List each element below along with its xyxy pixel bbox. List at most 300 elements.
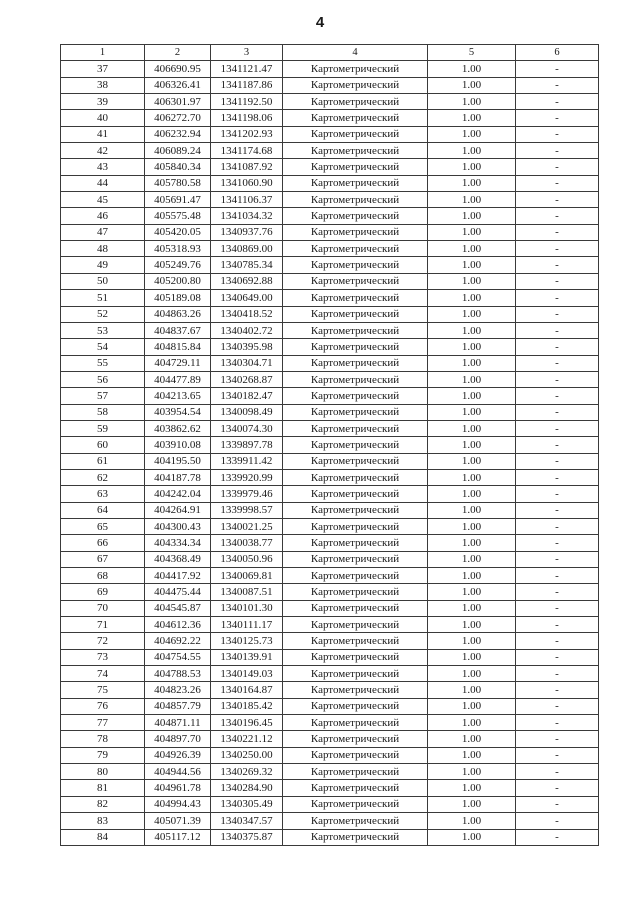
method-cell: Картометрический xyxy=(283,617,428,633)
point-number-cell: 81 xyxy=(61,780,145,796)
method-cell: Картометрический xyxy=(283,355,428,371)
method-cell: Картометрический xyxy=(283,257,428,273)
accuracy-cell: 1.00 xyxy=(428,502,516,518)
table-row xyxy=(61,420,599,436)
y-coordinate-cell: 1340937.76 xyxy=(211,224,283,240)
accuracy-cell: 1.00 xyxy=(428,437,516,453)
table-row xyxy=(61,110,599,126)
accuracy-cell: 1.00 xyxy=(428,61,516,77)
accuracy-cell: 1.00 xyxy=(428,126,516,142)
column-header-4: 4 xyxy=(283,45,428,61)
method-cell: Картометрический xyxy=(283,518,428,534)
table-row xyxy=(61,224,599,240)
y-coordinate-cell: 1341198.06 xyxy=(211,110,283,126)
method-cell: Картометрический xyxy=(283,469,428,485)
table-row xyxy=(61,469,599,485)
page-number: 4 xyxy=(315,14,325,31)
note-cell: - xyxy=(516,61,599,77)
x-coordinate-cell: 404242.04 xyxy=(145,486,211,502)
x-coordinate-cell: 404692.22 xyxy=(145,633,211,649)
note-cell: - xyxy=(516,829,599,845)
method-cell: Картометрический xyxy=(283,159,428,175)
column-header-5: 5 xyxy=(428,45,516,61)
accuracy-cell: 1.00 xyxy=(428,404,516,420)
table-row xyxy=(61,666,599,682)
table-row xyxy=(61,355,599,371)
method-cell: Картометрический xyxy=(283,175,428,191)
y-coordinate-cell: 1340304.71 xyxy=(211,355,283,371)
table-row xyxy=(61,682,599,698)
table-row xyxy=(61,518,599,534)
method-cell: Картометрический xyxy=(283,224,428,240)
note-cell: - xyxy=(516,192,599,208)
x-coordinate-cell: 405840.34 xyxy=(145,159,211,175)
method-cell: Картометрический xyxy=(283,143,428,159)
y-coordinate-cell: 1340418.52 xyxy=(211,306,283,322)
method-cell: Картометрический xyxy=(283,77,428,93)
point-number-cell: 48 xyxy=(61,241,145,257)
table-row xyxy=(61,94,599,110)
table-row xyxy=(61,486,599,502)
table-row xyxy=(61,813,599,829)
point-number-cell: 51 xyxy=(61,290,145,306)
point-number-cell: 41 xyxy=(61,126,145,142)
point-number-cell: 57 xyxy=(61,388,145,404)
point-number-cell: 39 xyxy=(61,94,145,110)
x-coordinate-cell: 406326.41 xyxy=(145,77,211,93)
accuracy-cell: 1.00 xyxy=(428,469,516,485)
method-cell: Картометрический xyxy=(283,420,428,436)
y-coordinate-cell: 1340284.90 xyxy=(211,780,283,796)
note-cell: - xyxy=(516,584,599,600)
table-row xyxy=(61,568,599,584)
x-coordinate-cell: 405189.08 xyxy=(145,290,211,306)
table-row xyxy=(61,715,599,731)
y-coordinate-cell: 1340785.34 xyxy=(211,257,283,273)
method-cell: Картометрический xyxy=(283,568,428,584)
note-cell: - xyxy=(516,355,599,371)
table-row xyxy=(61,584,599,600)
table-row xyxy=(61,273,599,289)
method-cell: Картометрический xyxy=(283,371,428,387)
accuracy-cell: 1.00 xyxy=(428,208,516,224)
note-cell: - xyxy=(516,159,599,175)
x-coordinate-cell: 404264.91 xyxy=(145,502,211,518)
accuracy-cell: 1.00 xyxy=(428,355,516,371)
y-coordinate-cell: 1341106.37 xyxy=(211,192,283,208)
x-coordinate-cell: 404788.53 xyxy=(145,666,211,682)
point-number-cell: 58 xyxy=(61,404,145,420)
table-row xyxy=(61,126,599,142)
accuracy-cell: 1.00 xyxy=(428,731,516,747)
x-coordinate-cell: 404863.26 xyxy=(145,306,211,322)
table-row xyxy=(61,404,599,420)
point-number-cell: 82 xyxy=(61,796,145,812)
y-coordinate-cell: 1340375.87 xyxy=(211,829,283,845)
point-number-cell: 78 xyxy=(61,731,145,747)
table-row xyxy=(61,290,599,306)
y-coordinate-cell: 1341087.92 xyxy=(211,159,283,175)
table-row xyxy=(61,159,599,175)
note-cell: - xyxy=(516,535,599,551)
table-row xyxy=(61,764,599,780)
point-number-cell: 65 xyxy=(61,518,145,534)
method-cell: Картометрический xyxy=(283,110,428,126)
y-coordinate-cell: 1340139.91 xyxy=(211,649,283,665)
point-number-cell: 74 xyxy=(61,666,145,682)
x-coordinate-cell: 404368.49 xyxy=(145,551,211,567)
note-cell: - xyxy=(516,175,599,191)
accuracy-cell: 1.00 xyxy=(428,617,516,633)
point-number-cell: 67 xyxy=(61,551,145,567)
note-cell: - xyxy=(516,617,599,633)
point-number-cell: 61 xyxy=(61,453,145,469)
accuracy-cell: 1.00 xyxy=(428,633,516,649)
accuracy-cell: 1.00 xyxy=(428,764,516,780)
method-cell: Картометрический xyxy=(283,94,428,110)
accuracy-cell: 1.00 xyxy=(428,241,516,257)
method-cell: Картометрический xyxy=(283,666,428,682)
method-cell: Картометрический xyxy=(283,339,428,355)
note-cell: - xyxy=(516,698,599,714)
note-cell: - xyxy=(516,208,599,224)
method-cell: Картометрический xyxy=(283,731,428,747)
note-cell: - xyxy=(516,666,599,682)
point-number-cell: 80 xyxy=(61,764,145,780)
y-coordinate-cell: 1341060.90 xyxy=(211,175,283,191)
accuracy-cell: 1.00 xyxy=(428,829,516,845)
x-coordinate-cell: 404213.65 xyxy=(145,388,211,404)
point-number-cell: 46 xyxy=(61,208,145,224)
table-row xyxy=(61,61,599,77)
point-number-cell: 47 xyxy=(61,224,145,240)
y-coordinate-cell: 1340196.45 xyxy=(211,715,283,731)
point-number-cell: 40 xyxy=(61,110,145,126)
accuracy-cell: 1.00 xyxy=(428,339,516,355)
x-coordinate-cell: 405780.58 xyxy=(145,175,211,191)
note-cell: - xyxy=(516,94,599,110)
x-coordinate-cell: 404944.56 xyxy=(145,764,211,780)
table-row xyxy=(61,437,599,453)
method-cell: Картометрический xyxy=(283,126,428,142)
accuracy-cell: 1.00 xyxy=(428,747,516,763)
y-coordinate-cell: 1340185.42 xyxy=(211,698,283,714)
note-cell: - xyxy=(516,747,599,763)
note-cell: - xyxy=(516,126,599,142)
accuracy-cell: 1.00 xyxy=(428,780,516,796)
x-coordinate-cell: 404961.78 xyxy=(145,780,211,796)
table-row xyxy=(61,600,599,616)
x-coordinate-cell: 404187.78 xyxy=(145,469,211,485)
point-number-cell: 83 xyxy=(61,813,145,829)
point-number-cell: 38 xyxy=(61,77,145,93)
point-number-cell: 73 xyxy=(61,649,145,665)
accuracy-cell: 1.00 xyxy=(428,290,516,306)
note-cell: - xyxy=(516,290,599,306)
method-cell: Картометрический xyxy=(283,633,428,649)
method-cell: Картометрический xyxy=(283,715,428,731)
x-coordinate-cell: 404837.67 xyxy=(145,322,211,338)
accuracy-cell: 1.00 xyxy=(428,698,516,714)
point-number-cell: 66 xyxy=(61,535,145,551)
x-coordinate-cell: 403862.62 xyxy=(145,420,211,436)
table-row xyxy=(61,502,599,518)
x-coordinate-cell: 405249.76 xyxy=(145,257,211,273)
table-row xyxy=(61,796,599,812)
accuracy-cell: 1.00 xyxy=(428,420,516,436)
note-cell: - xyxy=(516,110,599,126)
method-cell: Картометрический xyxy=(283,600,428,616)
note-cell: - xyxy=(516,339,599,355)
accuracy-cell: 1.00 xyxy=(428,306,516,322)
point-number-cell: 50 xyxy=(61,273,145,289)
accuracy-cell: 1.00 xyxy=(428,159,516,175)
table-row xyxy=(61,208,599,224)
point-number-cell: 76 xyxy=(61,698,145,714)
point-number-cell: 64 xyxy=(61,502,145,518)
method-cell: Картометрический xyxy=(283,208,428,224)
accuracy-cell: 1.00 xyxy=(428,715,516,731)
method-cell: Картометрический xyxy=(283,649,428,665)
accuracy-cell: 1.00 xyxy=(428,371,516,387)
x-coordinate-cell: 404195.50 xyxy=(145,453,211,469)
x-coordinate-cell: 406272.70 xyxy=(145,110,211,126)
method-cell: Картометрический xyxy=(283,747,428,763)
x-coordinate-cell: 405691.47 xyxy=(145,192,211,208)
note-cell: - xyxy=(516,780,599,796)
x-coordinate-cell: 404857.79 xyxy=(145,698,211,714)
accuracy-cell: 1.00 xyxy=(428,175,516,191)
note-cell: - xyxy=(516,600,599,616)
y-coordinate-cell: 1340164.87 xyxy=(211,682,283,698)
note-cell: - xyxy=(516,404,599,420)
point-number-cell: 79 xyxy=(61,747,145,763)
point-number-cell: 62 xyxy=(61,469,145,485)
accuracy-cell: 1.00 xyxy=(428,518,516,534)
note-cell: - xyxy=(516,633,599,649)
x-coordinate-cell: 405575.48 xyxy=(145,208,211,224)
y-coordinate-cell: 1340869.00 xyxy=(211,241,283,257)
y-coordinate-cell: 1339979.46 xyxy=(211,486,283,502)
table-row xyxy=(61,339,599,355)
x-coordinate-cell: 404897.70 xyxy=(145,731,211,747)
point-number-cell: 72 xyxy=(61,633,145,649)
note-cell: - xyxy=(516,388,599,404)
note-cell: - xyxy=(516,257,599,273)
table-row xyxy=(61,731,599,747)
point-number-cell: 56 xyxy=(61,371,145,387)
method-cell: Картометрический xyxy=(283,437,428,453)
table-body xyxy=(61,61,599,846)
column-header-3: 3 xyxy=(211,45,283,61)
accuracy-cell: 1.00 xyxy=(428,535,516,551)
note-cell: - xyxy=(516,813,599,829)
y-coordinate-cell: 1340087.51 xyxy=(211,584,283,600)
point-number-cell: 63 xyxy=(61,486,145,502)
y-coordinate-cell: 1340038.77 xyxy=(211,535,283,551)
note-cell: - xyxy=(516,437,599,453)
x-coordinate-cell: 404545.87 xyxy=(145,600,211,616)
y-coordinate-cell: 1341121.47 xyxy=(211,61,283,77)
point-number-cell: 53 xyxy=(61,322,145,338)
point-number-cell: 37 xyxy=(61,61,145,77)
note-cell: - xyxy=(516,518,599,534)
table-row xyxy=(61,143,599,159)
table-row xyxy=(61,551,599,567)
x-coordinate-cell: 406232.94 xyxy=(145,126,211,142)
x-coordinate-cell: 405071.39 xyxy=(145,813,211,829)
column-header-6: 6 xyxy=(516,45,599,61)
y-coordinate-cell: 1340182.47 xyxy=(211,388,283,404)
note-cell: - xyxy=(516,241,599,257)
accuracy-cell: 1.00 xyxy=(428,486,516,502)
y-coordinate-cell: 1340692.88 xyxy=(211,273,283,289)
x-coordinate-cell: 405420.05 xyxy=(145,224,211,240)
y-coordinate-cell: 1340069.81 xyxy=(211,568,283,584)
note-cell: - xyxy=(516,224,599,240)
method-cell: Картометрический xyxy=(283,241,428,257)
header-row xyxy=(61,45,599,61)
x-coordinate-cell: 404994.43 xyxy=(145,796,211,812)
x-coordinate-cell: 405318.93 xyxy=(145,241,211,257)
table-row xyxy=(61,649,599,665)
table-row xyxy=(61,535,599,551)
y-coordinate-cell: 1341174.68 xyxy=(211,143,283,159)
point-number-cell: 45 xyxy=(61,192,145,208)
table-row xyxy=(61,371,599,387)
accuracy-cell: 1.00 xyxy=(428,666,516,682)
point-number-cell: 68 xyxy=(61,568,145,584)
table-row xyxy=(61,633,599,649)
method-cell: Картометрический xyxy=(283,502,428,518)
method-cell: Картометрический xyxy=(283,273,428,289)
method-cell: Картометрический xyxy=(283,780,428,796)
accuracy-cell: 1.00 xyxy=(428,110,516,126)
method-cell: Картометрический xyxy=(283,306,428,322)
y-coordinate-cell: 1340149.03 xyxy=(211,666,283,682)
x-coordinate-cell: 404477.89 xyxy=(145,371,211,387)
table-row xyxy=(61,77,599,93)
method-cell: Картометрический xyxy=(283,322,428,338)
y-coordinate-cell: 1341187.86 xyxy=(211,77,283,93)
note-cell: - xyxy=(516,273,599,289)
y-coordinate-cell: 1340098.49 xyxy=(211,404,283,420)
y-coordinate-cell: 1339911.42 xyxy=(211,453,283,469)
method-cell: Картометрический xyxy=(283,61,428,77)
point-number-cell: 70 xyxy=(61,600,145,616)
point-number-cell: 71 xyxy=(61,617,145,633)
table-row xyxy=(61,747,599,763)
y-coordinate-cell: 1339998.57 xyxy=(211,502,283,518)
y-coordinate-cell: 1340101.30 xyxy=(211,600,283,616)
table-row xyxy=(61,453,599,469)
y-coordinate-cell: 1341202.93 xyxy=(211,126,283,142)
table-row xyxy=(61,192,599,208)
table-row xyxy=(61,617,599,633)
column-header-2: 2 xyxy=(145,45,211,61)
accuracy-cell: 1.00 xyxy=(428,322,516,338)
note-cell: - xyxy=(516,469,599,485)
y-coordinate-cell: 1340250.00 xyxy=(211,747,283,763)
x-coordinate-cell: 405200.80 xyxy=(145,273,211,289)
point-number-cell: 59 xyxy=(61,420,145,436)
x-coordinate-cell: 404871.11 xyxy=(145,715,211,731)
method-cell: Картометрический xyxy=(283,796,428,812)
point-number-cell: 44 xyxy=(61,175,145,191)
column-header-1: 1 xyxy=(61,45,145,61)
note-cell: - xyxy=(516,649,599,665)
x-coordinate-cell: 404417.92 xyxy=(145,568,211,584)
y-coordinate-cell: 1339897.78 xyxy=(211,437,283,453)
accuracy-cell: 1.00 xyxy=(428,813,516,829)
x-coordinate-cell: 404334.34 xyxy=(145,535,211,551)
note-cell: - xyxy=(516,322,599,338)
x-coordinate-cell: 406690.95 xyxy=(145,61,211,77)
note-cell: - xyxy=(516,682,599,698)
method-cell: Картометрический xyxy=(283,682,428,698)
accuracy-cell: 1.00 xyxy=(428,649,516,665)
x-coordinate-cell: 404475.44 xyxy=(145,584,211,600)
note-cell: - xyxy=(516,502,599,518)
point-number-cell: 84 xyxy=(61,829,145,845)
table-row xyxy=(61,698,599,714)
x-coordinate-cell: 404926.39 xyxy=(145,747,211,763)
table-header xyxy=(61,45,599,61)
accuracy-cell: 1.00 xyxy=(428,257,516,273)
y-coordinate-cell: 1340347.57 xyxy=(211,813,283,829)
table-row xyxy=(61,306,599,322)
note-cell: - xyxy=(516,486,599,502)
method-cell: Картометрический xyxy=(283,453,428,469)
method-cell: Картометрический xyxy=(283,290,428,306)
x-coordinate-cell: 403910.08 xyxy=(145,437,211,453)
point-number-cell: 52 xyxy=(61,306,145,322)
point-number-cell: 75 xyxy=(61,682,145,698)
note-cell: - xyxy=(516,796,599,812)
x-coordinate-cell: 404754.55 xyxy=(145,649,211,665)
table-row xyxy=(61,829,599,845)
method-cell: Картометрический xyxy=(283,813,428,829)
note-cell: - xyxy=(516,371,599,387)
note-cell: - xyxy=(516,764,599,780)
accuracy-cell: 1.00 xyxy=(428,453,516,469)
x-coordinate-cell: 406301.97 xyxy=(145,94,211,110)
accuracy-cell: 1.00 xyxy=(428,143,516,159)
method-cell: Картометрический xyxy=(283,698,428,714)
table-row xyxy=(61,175,599,191)
x-coordinate-cell: 404612.36 xyxy=(145,617,211,633)
y-coordinate-cell: 1340268.87 xyxy=(211,371,283,387)
note-cell: - xyxy=(516,306,599,322)
point-number-cell: 43 xyxy=(61,159,145,175)
note-cell: - xyxy=(516,568,599,584)
y-coordinate-cell: 1340221.12 xyxy=(211,731,283,747)
accuracy-cell: 1.00 xyxy=(428,600,516,616)
x-coordinate-cell: 406089.24 xyxy=(145,143,211,159)
table-row xyxy=(61,241,599,257)
table-row xyxy=(61,257,599,273)
y-coordinate-cell: 1340402.72 xyxy=(211,322,283,338)
y-coordinate-cell: 1340305.49 xyxy=(211,796,283,812)
accuracy-cell: 1.00 xyxy=(428,224,516,240)
point-number-cell: 60 xyxy=(61,437,145,453)
y-coordinate-cell: 1340269.32 xyxy=(211,764,283,780)
note-cell: - xyxy=(516,420,599,436)
accuracy-cell: 1.00 xyxy=(428,94,516,110)
method-cell: Картометрический xyxy=(283,486,428,502)
y-coordinate-cell: 1340125.73 xyxy=(211,633,283,649)
y-coordinate-cell: 1340649.00 xyxy=(211,290,283,306)
